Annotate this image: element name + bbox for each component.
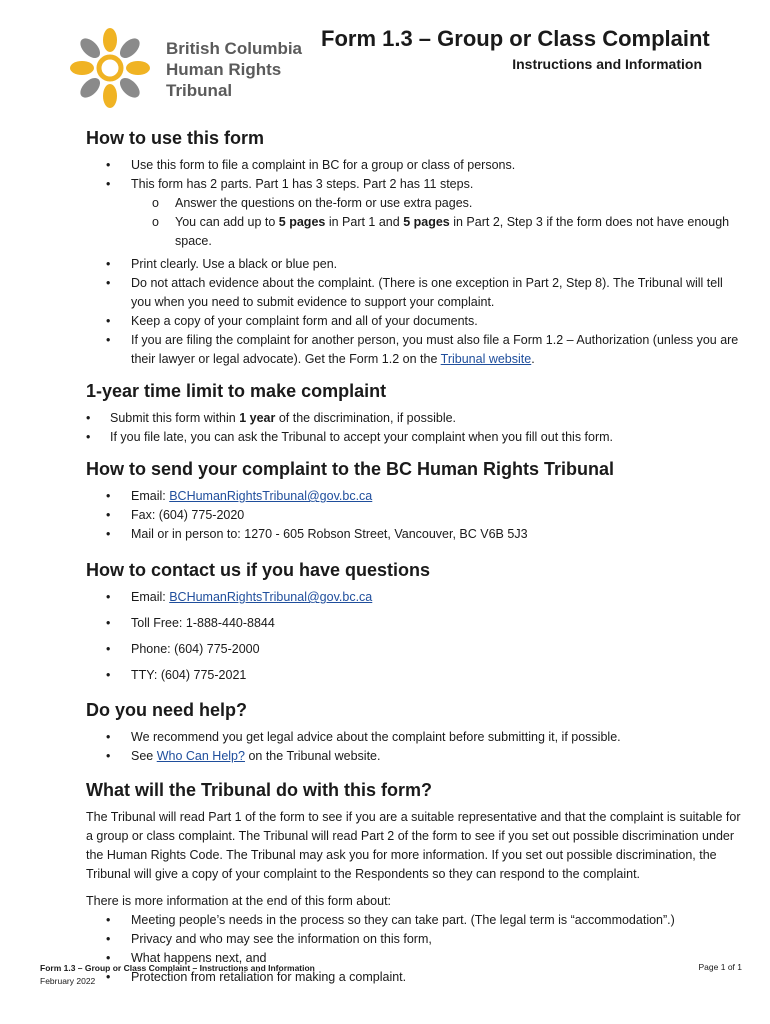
email-link[interactable]: BCHumanRightsTribunal@gov.bc.ca <box>169 590 373 604</box>
section-heading: 1-year time limit to make complaint <box>86 381 387 401</box>
section-heading: How to use this form <box>86 128 265 148</box>
list-item <box>86 409 746 428</box>
list-item: • Do not attach evidence about the complaint. (There is one exception in Part 2, Step 8). The Tribunal will tell you when you need to submit evidence to support your complaint. <box>86 274 746 312</box>
list-item <box>86 213 746 251</box>
list-item: • Mail or in person to: 1270 - 605 Robson Street, Vancouver, BC V6B 5J3 <box>86 525 746 544</box>
text-span: . <box>531 352 535 366</box>
bullet-list <box>86 588 746 692</box>
bullet-list <box>86 487 746 544</box>
section-how-to-use <box>86 126 746 369</box>
list-item: • Keep a copy of your complaint form and all of your documents. <box>86 312 746 331</box>
list-item: • Phone: (604) 775-2000 <box>86 640 491 659</box>
text-span: Submit this form within <box>110 411 240 425</box>
form-title: Form 1.3 – Group or Class Complaint <box>321 26 710 51</box>
list-item <box>86 588 491 607</box>
list-item: o Answer the questions on the-form or use extra pages. <box>86 194 746 213</box>
text-span: of the discrimination, if possible. <box>275 411 457 425</box>
tribunal-website-link[interactable]: Tribunal website <box>440 352 532 366</box>
org-line-3: Tribunal <box>166 81 233 100</box>
list-item: • What happens next, and <box>86 949 746 968</box>
section-heading: How to contact us if you have questions <box>86 560 431 580</box>
list-item: • Fax: (604) 775-2020 <box>86 506 746 525</box>
list-item: • Print clearly. Use a black or blue pen. <box>86 255 746 274</box>
footer-left <box>40 962 315 988</box>
org-line-2: Human Rights <box>166 60 282 79</box>
text-span: See <box>131 749 157 763</box>
list-item: • Toll Free: 1-888-440-8844 <box>86 614 411 633</box>
bullet-list <box>86 409 746 447</box>
list-item: • This form has 2 parts. Part 1 has 3 steps. Part 2 has 11 steps. <box>86 175 746 194</box>
paragraph: The Tribunal will read Part 1 of the form to see if you are a suitable representative and that the complaint is suitable for a group or class complaint. The Tribunal will read Part 2 of the form to see if you set out possible discrimination under the Human Rights Code. The Tribunal may ask you for more information. If you set out possible discrimination, the Tribunal will give a copy of your complaint to the Respondents so they can respond to the complaint. <box>86 810 741 881</box>
list-item: • Use this form to file a complaint in BC for a group or class of persons. <box>86 156 746 175</box>
footer-form-title: Form 1.3 – Group or Class Complaint – Instructions and Information <box>40 963 315 973</box>
section-heading: How to send your complaint to the BC Human Rights Tribunal <box>86 459 615 479</box>
section-help <box>86 698 746 766</box>
main-content <box>86 126 746 997</box>
bold-text: 5 pages <box>403 215 450 229</box>
text-span: in Part 1 and <box>325 215 404 229</box>
text-span: Email: <box>131 590 170 604</box>
form-subtitle: Instructions and Information <box>512 56 702 72</box>
list-item <box>86 747 746 766</box>
list-item <box>86 331 746 369</box>
text-span: You can add up to <box>175 215 279 229</box>
text-span: Email: <box>131 489 170 503</box>
section-heading: What will the Tribunal do with this form? <box>86 780 432 800</box>
text-span: If you are filing the complaint for another person, you must also file a Form 1.2 – Authorization (unless you are their lawyer or legal advocate). Get the Form 1.2 on the <box>131 333 739 366</box>
section-time-limit <box>86 379 746 447</box>
section-heading: Do you need help? <box>86 700 248 720</box>
org-name <box>166 38 302 101</box>
list-item: • TTY: (604) 775-2021 <box>86 666 411 685</box>
bullet-list <box>86 255 746 369</box>
text-span: on the Tribunal website. <box>244 749 381 763</box>
tribunal-logo <box>70 26 303 116</box>
footer-date: February 2022 <box>40 976 96 986</box>
list-item: • Privacy and who may see the information on this form, <box>86 930 746 949</box>
email-link[interactable]: BCHumanRightsTribunal@gov.bc.ca <box>169 489 373 503</box>
sub-bullet-list <box>86 194 746 251</box>
list-item: • If you file late, you can ask the Tribunal to accept your complaint when you fill out this form. <box>86 428 746 447</box>
paragraph: There is more information at the end of this form about: <box>86 894 392 908</box>
bullet-list <box>86 156 746 194</box>
list-item: • Protection from retaliation for making a complaint. <box>86 968 746 987</box>
org-line-1: British Columbia <box>166 39 303 58</box>
text-span: in Part 2, Step 3 if the form does not have enough space. <box>175 215 730 248</box>
list-item: • We recommend you get legal advice about the complaint before submitting it, if possible. <box>86 728 746 747</box>
section-send <box>86 457 746 544</box>
page-number: Page 1 of 1 <box>698 962 742 972</box>
list-item <box>86 487 746 506</box>
bullet-list <box>86 728 746 766</box>
bold-text: 1 year <box>239 411 276 425</box>
section-contact <box>86 558 746 692</box>
who-can-help-link[interactable]: Who Can Help? <box>156 749 245 763</box>
sun-logo-icon <box>70 26 160 116</box>
section-tribunal <box>86 778 746 987</box>
list-item: • Meeting people’s needs in the process so they can take part. (The legal term is “accommodation”.) <box>86 911 746 930</box>
bold-text: 5 pages <box>278 215 326 229</box>
